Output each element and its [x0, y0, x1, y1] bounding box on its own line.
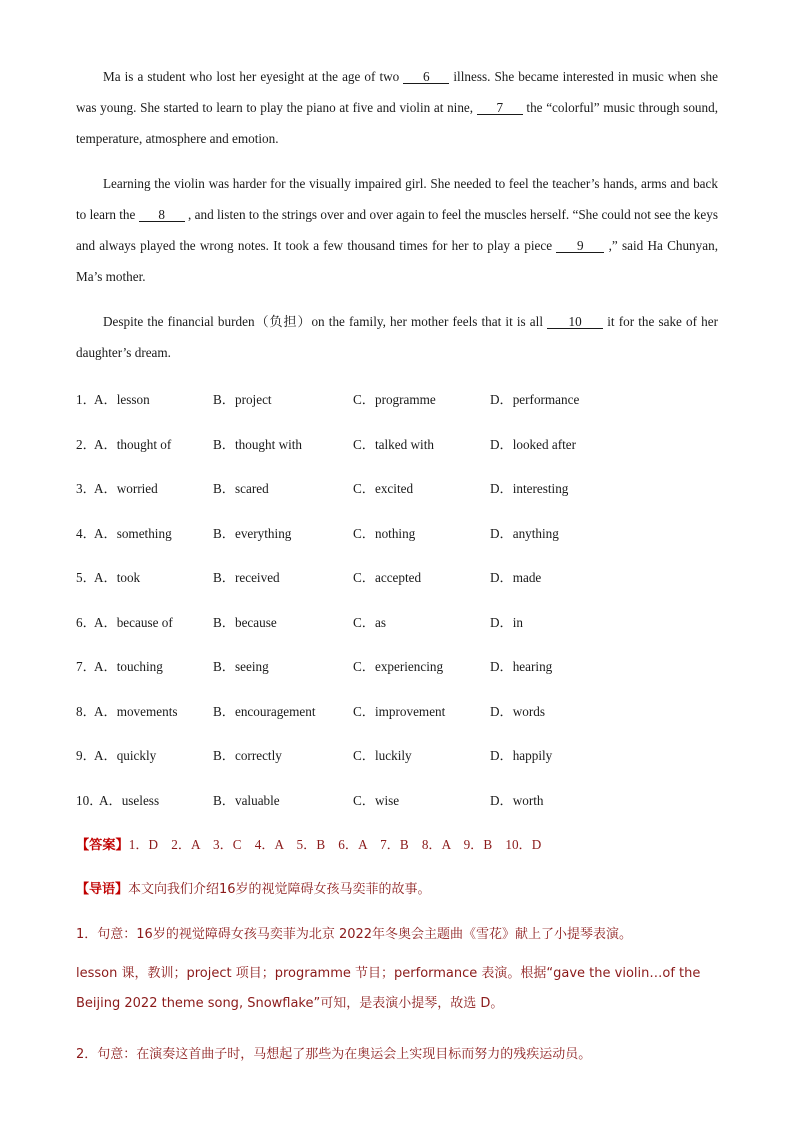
option-c: C．programme — [353, 392, 436, 407]
option-a: A．worried — [94, 481, 158, 496]
option-c: C．excited — [353, 481, 414, 496]
option-b: B．seeing — [213, 659, 269, 674]
option-c: C．nothing — [353, 525, 416, 541]
option-c: C．luckily — [353, 748, 412, 763]
option-d: D．in — [490, 614, 523, 630]
explanation-2-title: 2．句意：在演奏这首曲子时，马想起了那些为在奥运会上实现目标而努力的残疾运动员。 — [76, 1047, 592, 1062]
option-a: A．quickly — [94, 748, 157, 763]
question-number: 10． — [76, 792, 103, 808]
option-d: D．words — [490, 703, 545, 719]
passage-paragraph-3 — [76, 306, 718, 368]
option-d: D．hearing — [490, 659, 553, 674]
guide-text: 本文向我们介绍16岁的视觉障碍女孩马奕菲的故事。 — [128, 882, 431, 897]
option-a: A．thought of — [94, 436, 172, 452]
passage-text: Learning the violin was harder for the visually impaired girl. She needed to feel the teacher’s hands, arms and back to learn the — [76, 176, 718, 222]
passage-text: Despite the financial burden（负担）on the family, her mother feels that it is all — [103, 314, 548, 329]
option-b: B．scared — [213, 481, 269, 496]
guide-label: 【导语】 — [76, 882, 129, 897]
option-b: B．project — [213, 392, 272, 407]
question-number: 8． — [76, 703, 96, 719]
blank-6: 6 — [403, 70, 449, 84]
option-d: D．anything — [490, 525, 559, 541]
option-a: A．useless — [99, 792, 160, 808]
passage-paragraph-2 — [76, 168, 718, 292]
question-number: 9． — [76, 748, 96, 763]
option-d: D．made — [490, 570, 542, 585]
option-d: D．looked after — [490, 436, 577, 452]
option-d: D．happily — [490, 748, 553, 763]
option-c: C．improvement — [353, 703, 446, 719]
option-c: C．wise — [353, 792, 400, 808]
passage-text: the “colorful” music through sound, temperature, atmosphere and emotion. — [76, 100, 718, 146]
question-number: 2． — [76, 436, 96, 452]
blank-7: 7 — [477, 101, 523, 115]
passage-paragraph-1 — [76, 61, 718, 154]
passage-text: it for the sake of her daughter’s dream. — [76, 314, 718, 360]
option-b: B．encouragement — [213, 703, 316, 719]
option-c: C．experiencing — [353, 659, 444, 674]
option-d: D．performance — [490, 392, 580, 407]
option-a: A．took — [94, 570, 141, 585]
blank-10: 10 — [547, 315, 603, 329]
option-d: D．worth — [490, 792, 544, 808]
question-number: 1． — [76, 392, 96, 407]
option-c: C．as — [353, 614, 386, 630]
option-b: B．thought with — [213, 436, 303, 452]
answer-text: 1．D 2．A 3．C 4．A 5．B 6．A 7．B 8．A 9．B 10．D — [128, 837, 542, 852]
option-b: B．everything — [213, 525, 292, 541]
option-a: A．touching — [94, 659, 163, 674]
option-c: C．talked with — [353, 436, 434, 452]
option-a: A．something — [94, 525, 172, 541]
passage-text: Ma is a student who lost her eyesight at the age of two — [103, 69, 404, 84]
question-number: 3． — [76, 481, 96, 496]
option-b: B．valuable — [213, 792, 280, 808]
question-number: 4． — [76, 525, 96, 541]
guide-line — [76, 878, 431, 897]
answer-label: 【答案】 — [76, 837, 129, 852]
option-b: B．correctly — [213, 748, 282, 763]
option-b: B．received — [213, 570, 280, 585]
explanation-1-body: lesson 课，教训；project 项目；programme 节目；performance 表演。根据“gave the violin…of the Beijing 2022 theme song, Snowflake”可知，是表演小提琴，故选 D。 — [76, 966, 701, 1011]
option-a: A．lesson — [94, 392, 150, 407]
answer-line — [76, 834, 541, 853]
question-number: 7． — [76, 659, 96, 674]
passage-text: ,” said Ha Chunyan, Ma’s mother. — [76, 238, 718, 284]
passage-text: illness. She became interested in music when she was young. She started to learn to play the piano at five and violin at nine, — [76, 69, 718, 115]
passage-text: , and listen to the strings over and over again to feel the muscles herself. “She could not see the keys and always played the wrong notes. It took a few thousand times for her to play a piece — [76, 207, 718, 253]
option-d: D．interesting — [490, 481, 569, 496]
option-a: A．movements — [94, 703, 178, 719]
question-number: 5． — [76, 570, 96, 585]
option-a: A．because of — [94, 614, 173, 630]
blank-8: 8 — [139, 208, 185, 222]
option-c: C．accepted — [353, 570, 422, 585]
question-number: 6． — [76, 614, 96, 630]
explanation-1-title: 1．句意：16岁的视觉障碍女孩马奕菲为北京 2022年冬奥会主题曲《雪花》献上了小提琴表演。 — [76, 927, 633, 942]
blank-9: 9 — [556, 239, 604, 253]
option-b: B．because — [213, 614, 277, 630]
